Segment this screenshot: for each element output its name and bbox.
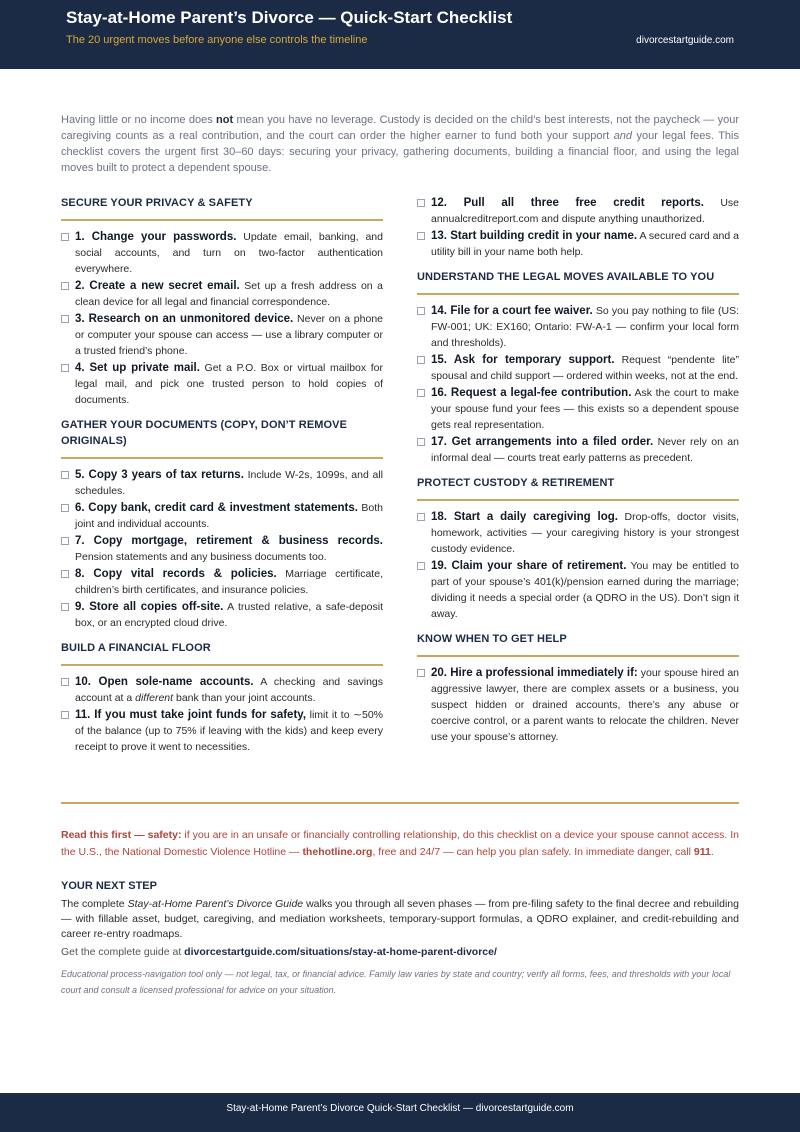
checklist-item-7: 7. Copy mortgage, retirement & business records. Pension statements and any business documents too. xyxy=(61,533,383,565)
page-subtitle: The 20 urgent moves before anyone else controls the timeline xyxy=(66,34,368,46)
checklist-item-18: 18. Start a daily caregiving log. Drop-offs, doctor visits, homework, activities — your caregiving history is your strongest custody evidence. xyxy=(417,509,739,557)
checklist-item-20: 20. Hire a professional immediately if: your spouse hired an aggressive lawyer, there are complex assets or a business, you suspect hidden or drained accounts, there’s any abuse or coercive control, or a parent wants to relocate the children. Never use your spouse’s attorney. xyxy=(417,665,739,745)
next-step-title: YOUR NEXT STEP xyxy=(61,880,157,892)
checklist-item-17: 17. Get arrangements into a filed order. Never rely on an informal deal — courts treat early patterns as precedent. xyxy=(417,434,739,466)
site-name: divorcestartguide.com xyxy=(636,35,734,46)
checkbox[interactable] xyxy=(61,282,69,290)
page-title: Stay-at-Home Parent’s Divorce — Quick-Start Checklist xyxy=(66,8,513,27)
page-footer xyxy=(0,1093,800,1132)
checklist-item-13: 13. Start building credit in your name. A secured card and a utility bill in your name both help. xyxy=(417,228,739,260)
checklist-item-2: 2. Create a new secret email. Set up a fresh address on a clean device for all legal and financial correspondence. xyxy=(61,278,383,310)
checklist-item-19: 19. Claim your share of retirement. You may be entitled to part of your spouse’s 401(k)/pension earned during the marriage; dividing it needs a special order (a QDRO in the US). Don’t sign it away. xyxy=(417,558,739,622)
checkbox[interactable] xyxy=(417,513,425,521)
emergency-number: 911 xyxy=(693,846,711,858)
safety-notice: Read this first — safety: if you are in an unsafe or financially controlling relationship, do this checklist on a device your spouse cannot access. In the U.S., the National Domestic Violence Hotline — thehotline.org, free and 24/7 — can help you plan safely. In immediate danger, call 911. xyxy=(61,829,739,858)
hotline-link[interactable]: thehotline.org xyxy=(302,846,373,858)
checkbox[interactable] xyxy=(417,199,425,207)
disclaimer: Educational process-navigation tool only — not legal, tax, or financial advice. Family law varies by state and country; verify all forms, fees, and thresholds with your local court and consult a licensed professional for advice on your situation. xyxy=(61,969,731,995)
section-title-legal: UNDERSTAND THE LEGAL MOVES AVAILABLE TO YOU xyxy=(417,269,739,295)
checkbox[interactable] xyxy=(61,504,69,512)
gold-divider xyxy=(61,802,739,804)
intro-paragraph: Having little or no income does not mean you have no leverage. Custody is decided on the child’s best interests, not the paycheck — your caregiving counts as a real contribution, and the court can order the higher earner to fund both your support and your legal fees. This checklist covers the urgent first 30–60 days: securing your privacy, gathering documents, building a financial floor, and using the legal moves built to protect a dependent spouse. xyxy=(61,114,740,174)
next-step-text: The complete Stay-at-Home Parent’s Divorce Guide walks you through all seven phases — from pre-filing safety to the final decree and rebuilding — with fillable asset, budget, caregiving, and mediation worksheets, temporary-support formulas, a QDRO explainer, and credit-rebuilding and career re-entry roadmaps. xyxy=(61,898,739,940)
section-title-privacy: SECURE YOUR PRIVACY & SAFETY xyxy=(61,195,383,221)
checklist-item-10: 10. Open sole-name accounts. A checking and savings account at a different bank than your joint accounts. xyxy=(61,674,383,706)
checkbox[interactable] xyxy=(61,364,69,372)
checkbox[interactable] xyxy=(417,307,425,315)
section-title-help: KNOW WHEN TO GET HELP xyxy=(417,631,739,657)
checkbox[interactable] xyxy=(61,603,69,611)
left-column xyxy=(61,195,383,756)
checkbox[interactable] xyxy=(417,562,425,570)
guide-link-line: Get the complete guide at divorcestartguide.com/situations/stay-at-home-parent-divorce/ xyxy=(61,946,497,958)
guide-link[interactable]: divorcestartguide.com/situations/stay-at-home-parent-divorce/ xyxy=(184,946,497,958)
checkbox[interactable] xyxy=(61,537,69,545)
checklist-item-15: 15. Ask for temporary support. Request “pendente lite” spousal and child support — ordered within weeks, not at the end. xyxy=(417,352,739,384)
checklist-item-4: 4. Set up private mail. Get a P.O. Box or virtual mailbox for legal mail, and pick one trusted person to hold copies of documents. xyxy=(61,360,383,408)
checkbox[interactable] xyxy=(417,669,425,677)
checklist-item-3: 3. Research on an unmonitored device. Never on a phone or computer your spouse can access — use a library computer or a trusted friend’s phone. xyxy=(61,311,383,359)
checkbox[interactable] xyxy=(61,233,69,241)
page-header xyxy=(0,0,800,69)
checkbox[interactable] xyxy=(417,438,425,446)
checkbox[interactable] xyxy=(61,570,69,578)
checkbox[interactable] xyxy=(61,315,69,323)
checklist-item-8: 8. Copy vital records & policies. Marriage certificate, children’s birth certificates, and insurance policies. xyxy=(61,566,383,598)
checkbox[interactable] xyxy=(417,389,425,397)
checklist-item-16: 16. Request a legal-fee contribution. Ask the court to make your spouse fund your fees — this exists so a dependent spouse gets real representation. xyxy=(417,385,739,433)
checklist-item-1: 1. Change your passwords. Update email, banking, and social accounts, and turn on two-factor authentication everywhere. xyxy=(61,229,383,277)
footer-text: Stay-at-Home Parent’s Divorce Quick-Start Checklist — divorcestartguide.com xyxy=(226,1103,574,1114)
section-title-custody: PROTECT CUSTODY & RETIREMENT xyxy=(417,475,739,501)
right-column xyxy=(417,195,739,746)
checklist-item-6: 6. Copy bank, credit card & investment statements. Both joint and individual accounts. xyxy=(61,500,383,532)
checklist-item-11: 11. If you must take joint funds for safety, limit it to ∼50% of the balance (up to 75% if leaving with the kids) and keep every receipt to prove it went to necessities. xyxy=(61,707,383,755)
checklist-item-14: 14. File for a court fee waiver. So you pay nothing to file (US: FW-001; UK: EX160; Ontario: FW-A-1 — confirm your local form and thresholds). xyxy=(417,303,739,351)
checklist-item-9: 9. Store all copies off-site. A trusted relative, a safe-deposit box, or an encrypted cloud drive. xyxy=(61,599,383,631)
section-title-documents: GATHER YOUR DOCUMENTS (COPY, DON’T REMOVE ORIGINALS) xyxy=(61,417,383,459)
checkbox[interactable] xyxy=(417,232,425,240)
checkbox[interactable] xyxy=(61,678,69,686)
checklist-item-5: 5. Copy 3 years of tax returns. Include W-2s, 1099s, and all schedules. xyxy=(61,467,383,499)
checklist-item-12: 12. Pull all three free credit reports. Use annualcreditreport.com and dispute anything unauthorized. xyxy=(417,195,739,227)
section-title-financial: BUILD A FINANCIAL FLOOR xyxy=(61,640,383,666)
checkbox[interactable] xyxy=(417,356,425,364)
checkbox[interactable] xyxy=(61,711,69,719)
checkbox[interactable] xyxy=(61,471,69,479)
